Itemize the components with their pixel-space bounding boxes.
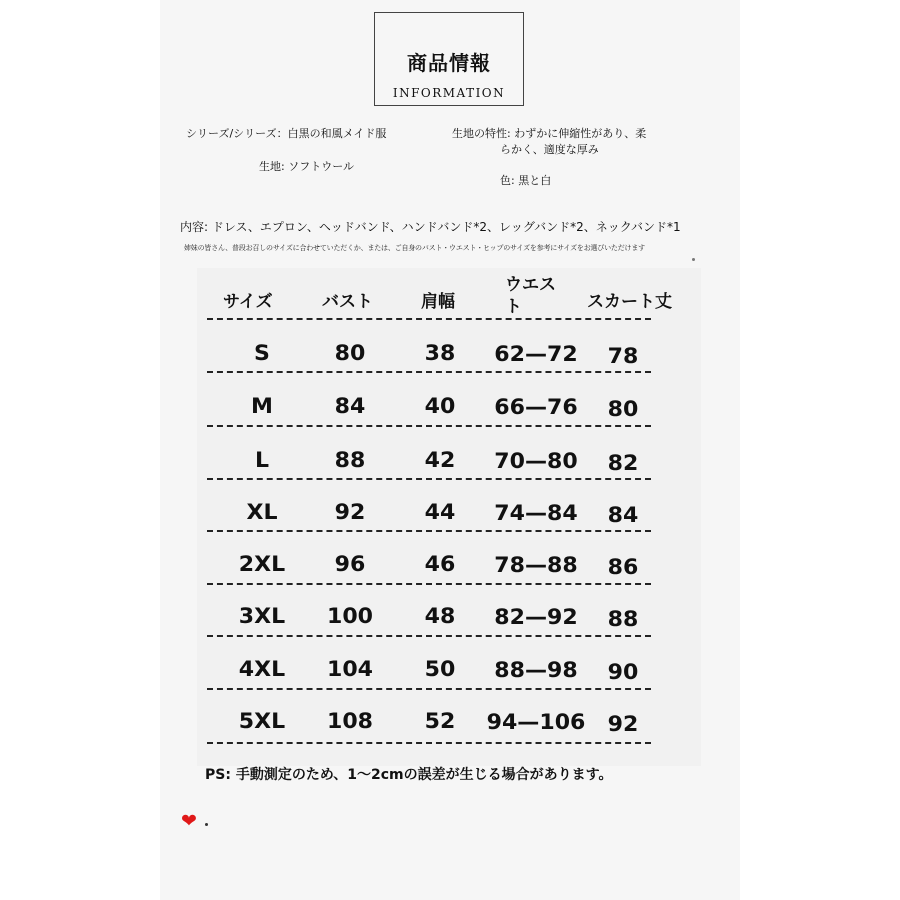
cell-size: 2XL (238, 552, 286, 576)
cell-skirt-length: 92 (607, 712, 639, 736)
cell-skirt-length: 88 (607, 607, 639, 631)
cell-shoulder: 44 (424, 500, 456, 524)
cell-skirt-length: 82 (607, 451, 639, 475)
contents-text: 内容: ドレス、エプロン、ヘッドバンド、ハンドバンド*2、レッグバンド*2、ネックバンド*1 (180, 220, 681, 234)
size-note: 姉妹の皆さん、普段お召しのサイズに合わせていただくか、または、ご自身のバスト・ウエスト・ヒップのサイズを参考にサイズをお選びいただけます (184, 244, 645, 252)
ps-note: PS: 手動測定のため、1～2cmの誤差が生じる場合があります。 (205, 767, 613, 783)
cell-bust: 96 (334, 552, 366, 576)
row-divider (207, 318, 651, 320)
cell-waist: 66—76 (494, 395, 578, 419)
cell-size: 4XL (238, 657, 286, 681)
header-size: サイズ (223, 292, 273, 312)
header-bust: バスト (322, 292, 373, 312)
cell-waist: 88—98 (494, 658, 578, 682)
cell-size: XL (246, 500, 278, 524)
decorative-dot (692, 258, 695, 261)
color-text: 色: 黒と白 (500, 174, 552, 187)
cell-skirt-length: 78 (607, 344, 639, 368)
cell-bust: 104 (326, 657, 374, 681)
cell-bust: 84 (334, 394, 366, 418)
title-box (374, 12, 524, 106)
cell-shoulder: 50 (424, 657, 456, 681)
series-text: シリーズ/シリーズ：白黒の和風メイド服 (186, 127, 387, 140)
cell-waist: 62—72 (494, 342, 578, 366)
cell-skirt-length: 80 (607, 397, 639, 421)
cell-size: M (251, 394, 273, 418)
row-divider (207, 371, 651, 373)
cell-waist: 94—106 (486, 710, 586, 734)
cell-shoulder: 40 (424, 394, 456, 418)
cell-size: S (254, 341, 270, 365)
decorative-dot (205, 823, 208, 826)
cell-bust: 92 (334, 500, 366, 524)
cell-size: 3XL (238, 604, 286, 628)
title-jp: 商品情報 (407, 51, 491, 75)
cell-size: L (254, 448, 270, 472)
cell-waist: 70—80 (494, 449, 578, 473)
heart-icon: ❤ (181, 810, 197, 832)
header-shoulder: 肩幅 (421, 292, 455, 312)
cell-shoulder: 48 (424, 604, 456, 628)
header-waist: ウエスト (505, 275, 556, 317)
row-divider (207, 530, 651, 532)
cell-bust: 108 (326, 709, 374, 733)
title-en: INFORMATION (392, 86, 506, 100)
row-divider (207, 742, 651, 744)
cell-waist: 82—92 (494, 605, 578, 629)
cell-waist: 74—84 (494, 501, 578, 525)
cell-skirt-length: 90 (607, 660, 639, 684)
row-divider (207, 635, 651, 637)
cell-bust: 88 (334, 448, 366, 472)
cell-shoulder: 46 (424, 552, 456, 576)
cell-waist: 78—88 (494, 553, 578, 577)
cell-skirt-length: 84 (607, 503, 639, 527)
row-divider (207, 425, 651, 427)
header-skirt-length: スカート丈 (587, 292, 672, 312)
cell-skirt-length: 86 (607, 555, 639, 579)
row-divider (207, 688, 651, 690)
fabric-feature-line1: 生地の特性: わずかに伸縮性があり、柔 (452, 127, 647, 140)
cell-shoulder: 42 (424, 448, 456, 472)
row-divider (207, 583, 651, 585)
cell-size: 5XL (238, 709, 286, 733)
cell-bust: 80 (334, 341, 366, 365)
cell-bust: 100 (326, 604, 374, 628)
row-divider (207, 478, 651, 480)
fabric-text: 生地: ソフトウール (259, 160, 354, 173)
cell-shoulder: 52 (424, 709, 456, 733)
fabric-feature-line2: らかく、適度な厚み (500, 143, 599, 156)
cell-shoulder: 38 (424, 341, 456, 365)
